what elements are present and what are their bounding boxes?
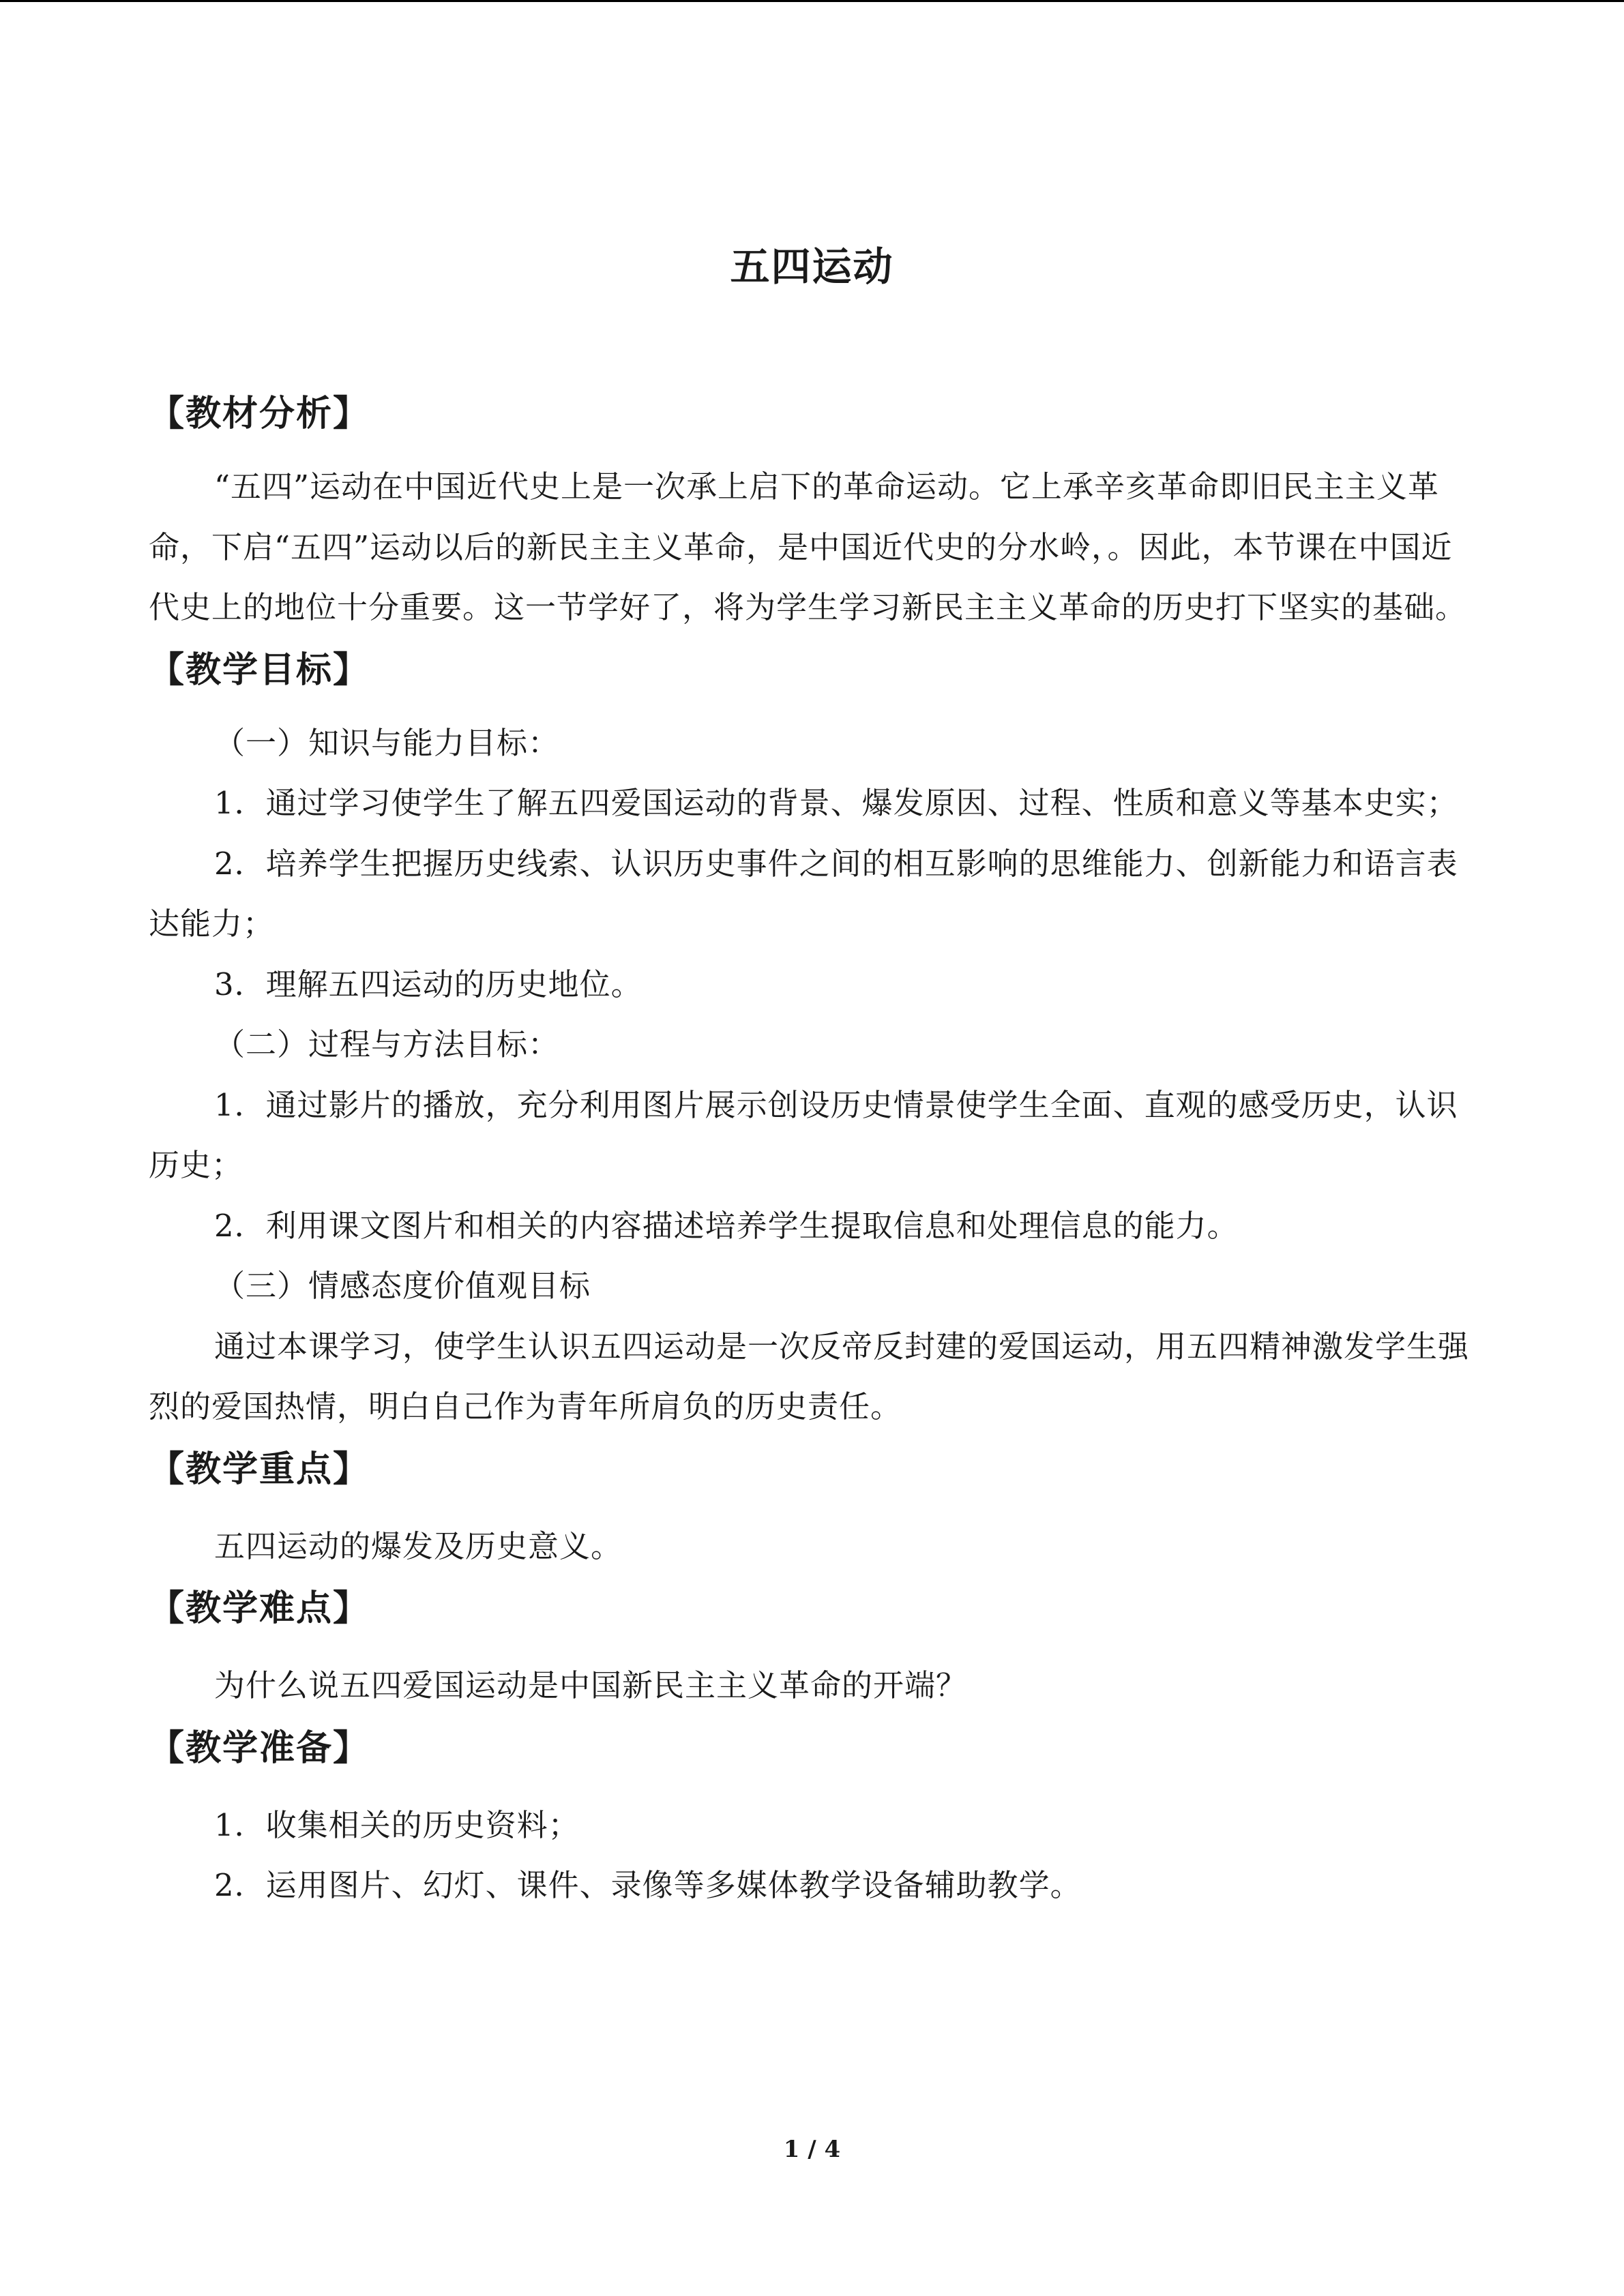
section-heading-analysis: 【教材分析】 [149, 393, 370, 434]
objective-subheading-process: （二）过程与方法目标： [214, 1026, 560, 1062]
objective-subheading-knowledge: （一）知识与能力目标： [214, 724, 560, 761]
top-border-line [0, 0, 1624, 2]
knowledge-item-1: 1．通过学习使学生了解五四爱国运动的背景、爆发原因、过程、性质和意义等基本史实； [214, 785, 1458, 821]
section-heading-key-points: 【教学重点】 [149, 1448, 370, 1490]
preparation-item-2: 2．运用图片、幻灯、课件、录像等多媒体教学设备辅助教学。 [214, 1867, 1082, 1903]
document-title: 五四运动 [730, 243, 894, 290]
process-item-2: 2．利用课文图片和相关的内容描述培养学生提取信息和处理信息的能力。 [214, 1207, 1239, 1244]
section-heading-objectives: 【教学目标】 [149, 649, 370, 691]
objective-subheading-emotion: （三）情感态度价值观目标 [214, 1268, 591, 1304]
process-item-1: 1．通过影片的播放，充分利用图片展示创设历史情景使学生全面、直观的感受历史，认识历史； [149, 1086, 1458, 1183]
knowledge-item-3: 3．理解五四运动的历史地位。 [214, 966, 643, 1002]
document-body [149, 382, 1476, 1916]
emotion-paragraph: 通过本课学习，使学生认识五四运动是一次反帝反封建的爱国运动，用五四精神激发学生强烈的爱国热情，明白自己作为青年所肩负的历史责任。 [149, 1328, 1470, 1425]
knowledge-item-2: 2．培养学生把握历史线索、认识历史事件之间的相互影响的思维能力、创新能力和语言表达能力； [149, 845, 1458, 942]
analysis-paragraph: “五四”运动在中国近代史上是一次承上启下的革命运动。它上承辛亥革命即旧民主主义革命，下启“五四”运动以后的新民主主义革命，是中国近代史的分水岭，。因此，本节课在中国近代史上的地位十分重要。这一节学好了，将为学生学习新民主主义革命的历史打下坚实的基础。 [149, 468, 1467, 625]
page-number: 1 / 4 [783, 2136, 841, 2163]
section-heading-difficulties: 【教学难点】 [149, 1588, 370, 1629]
key-points-text: 五四运动的爆发及历史意义。 [214, 1527, 623, 1564]
section-heading-preparation: 【教学准备】 [149, 1727, 370, 1769]
preparation-item-1: 1．收集相关的历史资料； [214, 1806, 580, 1843]
difficulties-text: 为什么说五四爱国运动是中国新民主主义革命的开端？ [214, 1667, 968, 1703]
